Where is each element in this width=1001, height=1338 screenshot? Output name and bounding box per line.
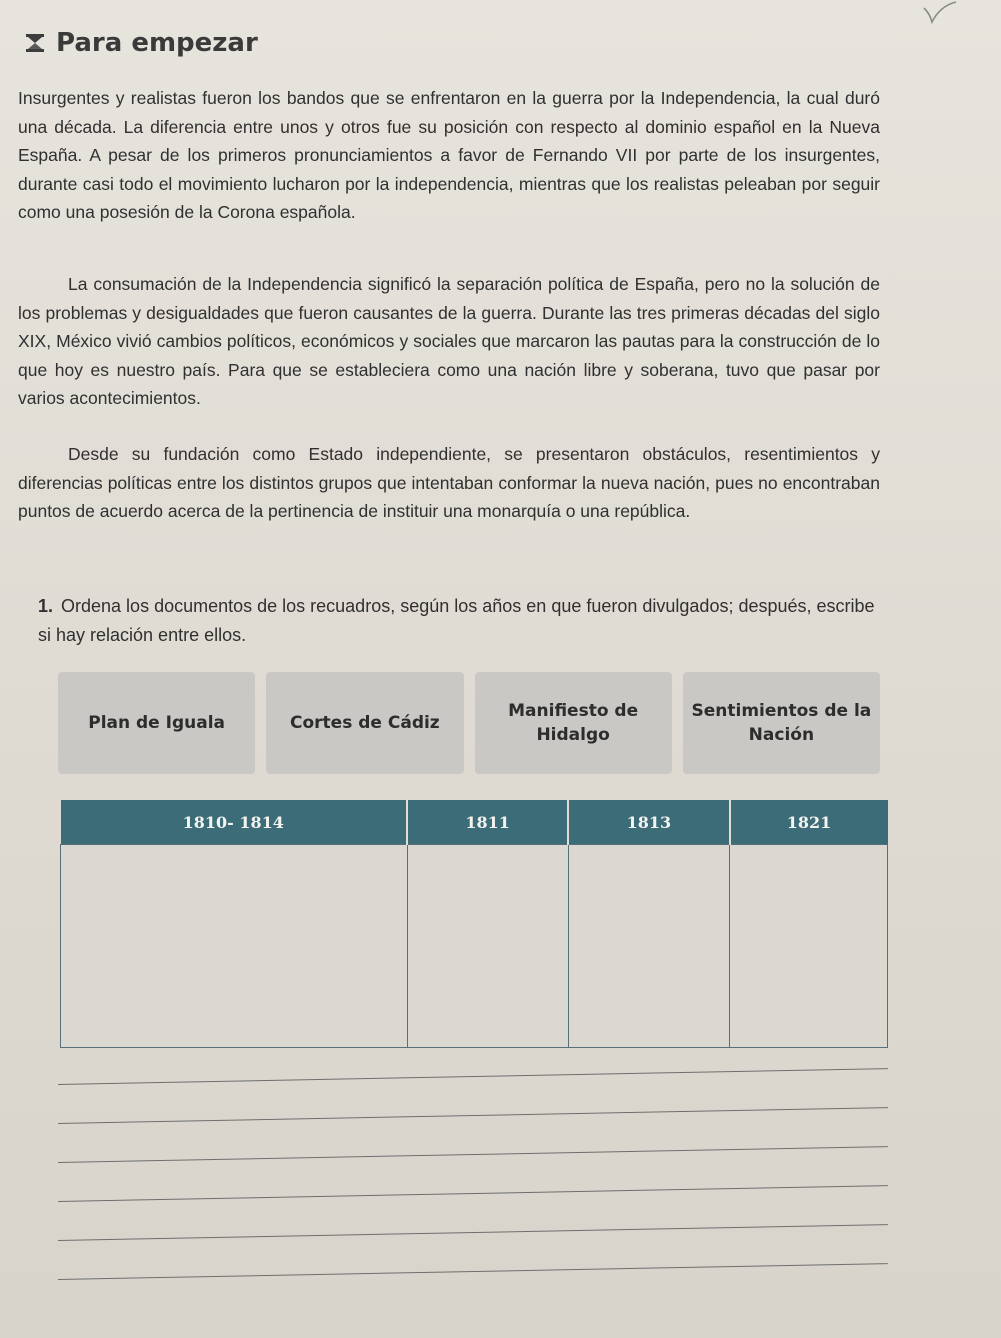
answer-line[interactable]	[58, 1263, 888, 1280]
document-box-plan-de-iguala[interactable]: Plan de Iguala	[58, 672, 255, 774]
timeline-year-header: 1811	[407, 800, 568, 845]
activity-number: 1.	[38, 596, 54, 616]
answer-lines[interactable]	[58, 1084, 888, 1318]
check-mark-icon	[920, 0, 960, 30]
timeline-answer-cell[interactable]	[568, 845, 729, 1048]
document-boxes	[58, 672, 880, 774]
answer-line[interactable]	[58, 1107, 888, 1124]
timeline-answer-cell[interactable]	[407, 845, 568, 1048]
intro-paragraph-2	[18, 270, 880, 413]
document-box-manifiesto-de-hidalgo[interactable]: Manifiesto de Hidalgo	[475, 672, 672, 774]
document-box-sentimientos-de-la-nacion[interactable]: Sentimientos de la Nación	[683, 672, 880, 774]
paragraph-text: Insurgentes y realistas fueron los bandos que se enfrentaron en la guerra por la Independencia, la cual duró una década. La diferencia entre unos y otros fue su posición con respecto al dominio español en la Nueva España. A pesar de los primeros pronunciamientos a favor de Fernando VII por parte de los insurgentes, durante casi todo el movimiento lucharon por la independencia, mientras que los realistas peleaban por seguir como una posesión de la Corona española.	[18, 88, 880, 222]
section-header	[24, 28, 258, 58]
timeline-year-header: 1813	[568, 800, 729, 845]
intro-paragraph-1	[18, 84, 880, 227]
answer-line[interactable]	[58, 1224, 888, 1241]
timeline-year-header: 1810- 1814	[61, 800, 408, 845]
timeline-answer-cell[interactable]	[61, 845, 408, 1048]
answer-line[interactable]	[58, 1185, 888, 1202]
section-title: Para empezar	[56, 28, 258, 58]
intro-paragraph-3	[18, 440, 880, 526]
answer-line[interactable]	[58, 1068, 888, 1085]
activity-instruction	[38, 592, 883, 650]
timeline-table	[60, 800, 888, 1048]
paragraph-text: La consumación de la Independencia significó la separación política de España, pero no la solución de los problemas y desigualdades que fueron causantes de la guerra. Durante las tres primeras décadas del siglo XIX, México vivió cambios políticos, económicos y sociales que marcaron las pautas para la construcción de lo que hoy es nuestro país. Para que se estableciera como una nación libre y soberana, tuvo que pasar por varios acontecimientos.	[18, 274, 880, 408]
answer-line[interactable]	[58, 1146, 888, 1163]
document-box-cortes-de-cadiz[interactable]: Cortes de Cádiz	[266, 672, 463, 774]
paragraph-text: Desde su fundación como Estado independiente, se presentaron obstáculos, resentimientos y diferencias políticas entre los distintos grupos que intentaban conformar la nueva nación, pues no encontraban puntos de acuerdo acerca de la pertinencia de instituir una monarquía o una república.	[18, 444, 880, 521]
timeline-year-header: 1821	[730, 800, 888, 845]
timeline-answer-cell[interactable]	[730, 845, 888, 1048]
activity-text: Ordena los documentos de los recuadros, según los años en que fueron divulgados; después, escribe si hay relación entre ellos.	[38, 596, 875, 645]
hourglass-icon	[24, 32, 46, 54]
